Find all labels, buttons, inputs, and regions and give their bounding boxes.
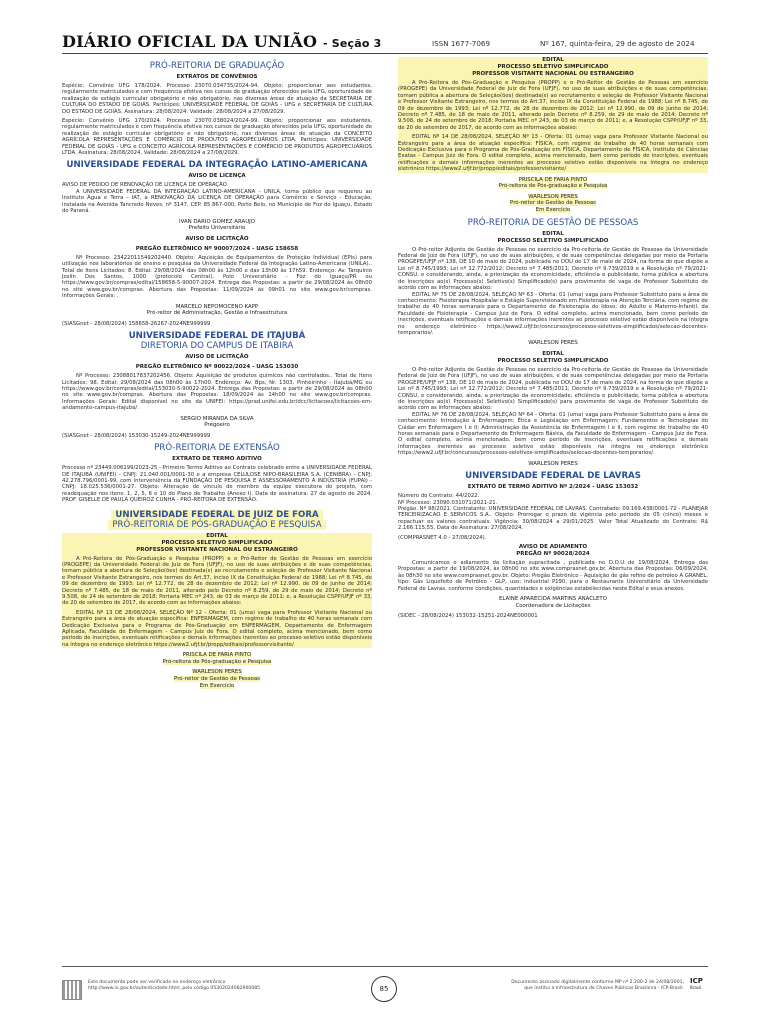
signer-role: Pró-reitora de Pós-graduação e Pesquisa [498, 183, 608, 190]
heading-unila: UNIVERSIDADE FEDERAL DA INTEGRAÇÃO LATINO-AMERICANA [66, 160, 368, 171]
signature-elaine [398, 596, 708, 609]
ufjf-edital-14-intro: A Pró-Reitora de Pós-Graduação e Pesquisa (PROPP) e o Pró-Reitor de Gestão de Pessoas em exercício (PROGEPE) da Universidade Federal de Juiz de Fora (UFJF), no uso de suas atribuições e de suas competências, tornam pública a abertura de Seleção(ões) destinada(s) ao recrutamento e seleção de Professor Visitante Nacional e Professor Visitante Estrangeiro, nos termos do Art.37, inciso IX da Constituição Federal de 1988; Lei nº 8.745, de 09 de dezembro de 1993; Lei nº 12.772, de 28 de dezembro de 2012; Lei nº 12.990, de 09 de junho de 2014; Decreto nº 7.485, de 18 de maio de 2011, alterado pelo Decreto nº 8.259, de 29 de maio de 2014; Decreto nº 9.508, de 24 de setembro de 2018; Portaria MEC nº 243, de 03 de março de 2011; e, a Resolução CSPP/UFJF nº 33, de 20 de setembro de 2017, de acordo com as informações abaixo: [398, 80, 708, 131]
signer-role: Pregoeiro [204, 422, 230, 429]
heading-professor-visitante: PROFESSOR VISITANTE NACIONAL OU ESTRANGEIRO [472, 71, 634, 77]
heading-aviso-licitacao-2: AVISO DE LICITAÇÃO [185, 354, 249, 361]
signature-warleson-4: WARLESON PERES [528, 460, 578, 467]
footer-rule [62, 966, 708, 967]
signature-marcelo [62, 304, 372, 317]
heading-pos-graduacao-pesquisa: PRÓ-REITORIA DE PÓS-GRADUAÇÃO E PESQUISA [62, 520, 372, 530]
signature-warleson-2 [398, 194, 708, 214]
signer-name: MARCELO NEPOMOCENO KAPP [175, 303, 259, 310]
heading-processo-seletivo: PROCESSO SELETIVO SIMPLIFICADO [497, 357, 609, 364]
signer-name: PRISCILA DE FARIA PINTO [518, 176, 588, 183]
heading-processo-seletivo: PROCESSO SELETIVO SIMPLIFICADO [497, 237, 609, 244]
gp-edital-75-text: EDITAL Nº 75 DE 28/08/2024, SELEÇÃO Nº 63 - Oferta: 01 (uma) vaga para Professor Substituto para a área de conhecimento: Fisioterapia Hospitalar e Estágio Supervisionado em Fisioterapia na Atenção Terciária, com regime de trabalho de 40 horas semanais para o Departamento de Fisioterapia do Idoso, do Adulto e Materno-Infantil, da Faculdade de Fisioterapia - Campus Juiz de Fora. O edital completo, acima mencionado, bem como período de inscrições, eventuais retificações e demais informações inerentes ao processo seletivo estão disponíveis na íntegra no endereço eletrônico https://www2.ufjf.br/concursos/processos-seletivos-simplificados/selecao-docentes-temporarios/. [398, 291, 708, 336]
signer-role: Pró-reitora de Pós-graduação e Pesquisa [162, 658, 272, 665]
pregao-90022-text: Nº Processo: 23088017837202456. Objeto: Aquisição de produtos químicos não controlados.. Total de Itens Licitados: 98. Edital: 29/08/2024 das 08h00 às 17h00. Endereço: Av. Bps, Nr. 1303, Pinheirinho - Itajubá/MG ou https://www.gov.br/compras/edital/153030-5-90022-2024. Entrega das Propostas: a partir de 29/08/2024 às 08h00 no site www.gov.br/compras. Abertura das Propostas: 18/09/2024 às 14h00 no site www.gov.br/compras. Informações Gerais: Edital disponível no site da UNIFEI: https://prad.unifei.edu.br/dcc/licitacoes/licitacoes-em-andamento-campus-itajuba/. [62, 373, 372, 412]
heading-professor-visitante: PROFESSOR VISITANTE NACIONAL OU ESTRANGEIRO [136, 546, 298, 553]
signature-priscila [62, 652, 372, 665]
convenio-170: Espécie: Convênio UFG 170/2024. Processo 23070.038024/2024-99. Objeto: proporcionar aos estudantes, regularmente matriculados e com frequência efetiva nos cursos de graduação oferecidos pela UFG, oportunidade de realização de estágio curricular obrigatório e não obrigatório, nas diversas áreas de atuação da CONCEITO AGRÍCOLA REPRESENTAÇÕES E COMÉRCIO DE PRODUTOS AGROPECUÁRIOS LTDA. Partícipes: UNIVERSIDADE FEDERAL DE GOIÁS - UFG e CONCEITO AGRÍCOLA REPRESENTAÇÕES E COMÉRCIO DE PRODUTOS AGROPECUÁRIOS LTDA. Assinatura: 28/08/2024. Validade: 28/08/2024 a 27/08/2029. [62, 118, 372, 157]
heading-ufjf: UNIVERSIDADE FEDERAL DE JUIZ DE FORA [62, 510, 372, 520]
convenio-178: Espécie: Convênio UFG 178/2024. Processo 23070.034735/2024-94. Objeto: proporcionar aos estudantes, regularmente matriculados e com frequência efetiva nos cursos de graduação oferecidos pela UFG, oportunidade de realização de estágio curricular obrigatório e não obrigatório, nas diversas áreas de atuação da SECRETARIA DE CULTURA DO ESTADO DE GOIÁS. Partícipes: UNIVERSIDADE FEDERAL DE GOIÁS - UFG e SECRETARIA DE CULTURA DO ESTADO DE GOIÁS. Assinatura: 28/08/2024. Validade: 28/08/2024 a 27/08/2029. [62, 83, 372, 115]
sidec-ref: (SIDEC - 28/08/2024) 153032-15251-2024NE000001 [398, 613, 538, 620]
signer-status: Em Exercício [199, 682, 235, 689]
siasg-158658: (SIASGnet - 28/08/2024) 158658-26267-2024NE999999 [62, 320, 211, 327]
siasg-153030: (SIASGnet - 28/08/2024) 153030-15249-2024NE999999 [62, 432, 211, 439]
pregao-90007-text: Nº Processo: 23422011549202440. Objeto: Aquisição de Equipamentos de Proteção Individual (EPIs) para utilização nos laboratórios de ensino e pesquisa da Universidade Federal da Integração Latino-Americana (UNILA).. Total de Itens Licitados: 8. Edital: 29/08/2024 das 08h00 às 12h00 e das 13h00 às 17h59. Endereço: Av. Tarquínio Joslin Dos Santos, 1000 (protocolo Central), Polo Universitário - Foz do Iguaçu/PR ou https://www.gov.br/compras/edital/158658-5-90007-2024. Entrega das Propostas: a partir de 29/08/2024 às 08h00 no site www.gov.br/compras. Abertura das Propostas: 11/09/2024 às 09h01 no site www.gov.br/compras. Informações Gerais: . [62, 254, 372, 300]
heading-aviso-licitacao-1: AVISO DE LICITAÇÃO [185, 235, 249, 242]
heading-gestao-pessoas: PRÓ-REITORIA DE GESTÃO DE PESSOAS [467, 217, 639, 228]
signer-role: Pró-reitor de Gestão de Pessoas [174, 676, 260, 683]
signer-name: ELAINE APARECIDA MARTINS ANACLETO [499, 596, 607, 603]
ufla-process-number: Nº Processo: 23090.031071/2021-21. [398, 499, 498, 506]
heading-aviso-licenca: AVISO DE LICENÇA [188, 173, 246, 180]
gp-edital-76-text: EDITAL Nº 76 DE 28/08/2024, SELEÇÃO Nº 64 - Oferta: 01 (uma) vaga para Professor Substituto para a área de conhecimento: Introdução à Enfermagem; Ética e Legislação em Enfermagem; Fundamentos e Tecnologias do Cuidar em Enfermagem I e II; Administração da Assistência de Enfermagem I e II, com regime de trabalho de 40 horas semanais para o Departamento de Enfermagem Básica, da Faculdade de Enfermagem - Campus Juiz de Fora. O edital completo, acima mencionado, bem como período de inscrições, eventuais retificações e demais informações inerentes ao processo seletivo estão disponíveis na íntegra no endereço eletrônico https://www2.ufjf.br/concursos/processos-seletivos-simplificados/selecao-docentes-temporarios/. [398, 411, 708, 457]
heading-edital: EDITAL [542, 57, 564, 63]
verification-line-1: Este documento pode ser verificado no endereço eletrônico [88, 980, 226, 985]
signature-sergio [62, 416, 372, 429]
masthead-title: DIÁRIO OFICIAL DA UNIÃO [62, 32, 318, 51]
signature-warleson [62, 669, 372, 689]
heading-termo-aditivo-2: EXTRATO DE TERMO ADITIVO Nº 2/2024 - UASG 153032 [467, 484, 639, 491]
issn: ISSN 1677-7069 [432, 39, 491, 48]
gp-edital-76-intro: O Pró-reitor Adjunto de Gestão de Pessoas no exercício da Pró-reitoria de Gestão de Pessoas da Universidade Federal de Juiz de Fora (UFJF), no uso de suas atribuições, e de suas competências delegadas por meio da Portaria PROGEPE/UFJF nº 138, DE 10 de maio de 2024, publicada no DOU de 17 de maio de 2024, na forma do que dispõe a Lei nº 8.745/1993; Lei nº 12.772/2012; Decreto nº 7.485/2011; Decreto nº 9.739/2019 e a Resolução nº 79/2021-CONSU, e considerando, ainda, a priorização da economicidade, eficiência e publicidade, torna pública a abertura de inscrições ao(s) Processo(s) Seletivo(s) Simplificado(s) para provimento de vaga de Professor Substituto de acordo com as informações abaixo: [398, 366, 708, 412]
masthead [62, 32, 382, 51]
ufjf-edital-13-block [62, 533, 372, 649]
heading-edital: EDITAL [206, 532, 228, 539]
edition-info: Nº 167, quinta-feira, 29 de agosto de 2024 [540, 39, 695, 48]
signer-name: PRISCILA DE FARIA PINTO [182, 652, 252, 659]
ufla-contract-number: Número do Contrato: 44/2022. [398, 493, 480, 500]
signer-name: WARLESON PERES [528, 193, 578, 200]
heading-extrato-termo-aditivo: EXTRATO DE TERMO ADITIVO [172, 456, 262, 463]
heading-ufla: UNIVERSIDADE FEDERAL DE LAVRAS [465, 471, 641, 482]
heading-processo-seletivo: PROCESSO SELETIVO SIMPLIFICADO [161, 539, 273, 546]
heading-edital: EDITAL [542, 350, 564, 357]
column-right [398, 57, 708, 961]
signature-warleson-3: WARLESON PERES [528, 340, 578, 347]
signer-role: Prefeito Universitário [188, 225, 246, 232]
ufjf-edital-13-text: EDITAL Nº 13 DE 28/08/2024, SELEÇÃO Nº 12 - Oferta: 01 (uma) vaga para Professor Visitante Nacional ou Estrangeiro para a área de atuação específica: ENFERMAGEM, com regime de trabalho de 40 horas semanais com Dedicação Exclusiva para o Programa de Pós-Graduação em ENFERMAGEM, Departamento de Enfermagem Aplicada, Faculdade de Enfermagem - Campus Juiz de Fora. O edital completo, acima mencionado, bem como período de inscrições, eventuais retificações e demais informações inerentes ao processo seletivo estão disponíveis na íntegra no endereço eletrônico https://www2.ufjf.br/propp/editais/professorvisitante/ [62, 609, 372, 648]
icp-brasil-logo-icon: ICP Brasil [690, 977, 703, 990]
heading-campus-itabira: DIRETORIA DO CAMPUS DE ITABIRA [140, 341, 294, 352]
heading-aviso-adiamento: AVISO DE ADIAMENTO [518, 544, 588, 551]
heading-pro-reitoria-graduacao: PRÓ-REITORIA DE GRADUAÇÃO [149, 61, 285, 71]
signer-name: SERGIO MIRANDA DA SILVA [180, 415, 254, 422]
extensao-text: Processo nº 23449.006199/2023-25 - Primeiro Termo Aditivo ao Contrato celebrado entre a UNIVERSIDADE FEDERAL DE ITAJUBÁ (UNIFEI) - CNPJ: 21.040.001/0001-30 e a empresa CELULOSE NIPO-BRASILEIRA S.A. (CENIBRA) - CNPJ: 42.278.796/0001-99, com interveniência da FUNDAÇÃO DE PESQUISA E ASSESSORAMENTO À INDÚSTRIA (FUPAI) - CNPJ: 18.025.536/0001-27. Objeto: Alteração de vínculo de membro da equipe executora do projeto, com readequação nos itens: 1, 2, 5, 6 e 10 do Plano de Trabalho (Anexo I). Data de assinatura: 27 de agosto de 2024. PROF. GISELLE DE PAULA QUEIROZ CUNHA - PRÓ-REITORA DE EXTENSÃO. [62, 465, 372, 504]
heading-pregao-90028: PREGÃO Nº 90028/2024 [516, 551, 590, 558]
signer-role: Pró-reitor de Gestão de Pessoas [510, 200, 596, 207]
gp-edital-75-intro: O Pró-reitor Adjunto de Gestão de Pessoas no exercício da Pró-reitoria de Gestão de Pessoas da Universidade Federal de Juiz de Fora (UFJF), no uso de suas atribuições, e de suas competências delegadas por meio da Portaria PROGEPE/UFJF nº 138, DE 10 de maio de 2024, publicada no DOU de 17 de maio de 2024, na forma do que dispõe a Lei nº 8.745/1993; Lei nº 12.772/2012; Decreto nº 7.485/2011; Decreto nº 9.739/2019 e a Resolução nº 79/2021-CONSU, e considerando, ainda, a priorização da economicidade, eficiência e publicidade, torna pública a abertura de inscrições ao(s) Processo(s) Seletivo(s) Simplificado(s) para provimento de vaga de Professor Substituto de acordo com as informações abaixo: [398, 246, 708, 292]
signature-notice-line-2: que institui a Infraestrutura de Chaves Públicas Brasileira - ICP-Brasil. [524, 986, 684, 991]
page-number: 85 [371, 976, 397, 1002]
signer-name: WARLESON PERES [192, 669, 242, 676]
heading-extratos-convenios: EXTRATOS DE CONVÊNIOS [176, 74, 258, 80]
page-header [62, 32, 708, 52]
ufjf-edital-14-text: EDITAL Nº 14 DE 28/08/2024, SELEÇÃO Nº 13 - Oferta: 01 (uma) vaga para Professor Visitante Nacional ou Estrangeiro para a área de atuação específica: FÍSICA, com regime de trabalho de 40 horas semanais com Dedicação Exclusiva para o Programa de Pós-Graduação em FÍSICA, Departamento de FÍSICA, Instituto de Ciências Exatas - Campus Juiz de Fora. O edital completo, acima mencionado, bem como período de inscrições, eventuais retificações e demais informações inerentes ao processo seletivo estão disponíveis na íntegra no endereço eletrônico https://www2.ufjf.br/propp/editais/professorvisitante/ [398, 134, 708, 173]
heading-pro-reitoria-extensao: PRÓ-REITORIA DE EXTENSÃO [154, 443, 280, 454]
signer-role: Pró-reitor de Administração, Gestão e Infraestrutura [146, 310, 288, 317]
signer-name: IVAN DARIO GOMEZ ARAUJO [179, 218, 255, 225]
verification-line-2: http://www.in.gov.br/autenticidade.html, pelo código 05302024082900085 [88, 986, 261, 991]
adiamento-text: Comunicamos o adiamento da licitação supracitada , publicada no D.O.U de 19/08/2024, Entrega das Propostas: a partir de 19/08/2024, às 08h00 no site www.comprasnet.gov.br. Abertura das Propostas: 06/09/2024, às 08h30 no site www.comprasnet.gov.br. Objeto: Pregão Eletrônico - Aquisição de gás refino de petróleo A GRANEL, tipo: Gás Liquefeito de Petróleo - GLP, uso: industrial P190, para o Restaurante Universitário da Universidade Federal de Lavras, conforme condições, quantidades e exigências estabelecidas neste Edital e seus anexos. [398, 560, 708, 592]
signer-status: Em Exercício [535, 207, 571, 214]
heading-edital: EDITAL [542, 230, 564, 237]
masthead-section: - Seção 3 [322, 37, 382, 50]
header-rule [62, 53, 708, 54]
aviso-pedido-renovacao: AVISO DE PEDIDO DE RENOVAÇÃO DE LICENÇA DE OPERAÇÃO [62, 182, 227, 189]
comprasnet-ref: (COMPRASNET 4.0 - 27/08/2024). [398, 534, 487, 541]
signer-role: Coordenadora de Licitações [515, 602, 591, 609]
heading-processo-seletivo: PROCESSO SELETIVO SIMPLIFICADO [497, 64, 609, 70]
footer-signature-notice [494, 980, 684, 992]
ufla-pregao-text: Pregão. Nº 98/2021. Contratante: UNIVERSIDADE FEDERAL DE LAVRAS. Contratado: 09.169.438/0001-72 - PLANEJAR TERCEIRIZACAO E SERVICOS S.A.. Objeto: Prorrogar o prazo de vigência pelo período de 05 (cinco) meses e repactuar os valores contratuais. Vigência: 30/08/2024 a 29/01/2025. Valor Total Atualizado do Contrato: R$ 2.166.115,55. Data de Assinatura: 27/08/2024. [398, 506, 708, 532]
ufjf-edital-14-block [398, 57, 708, 173]
heading-unifei: UNIVERSIDADE FEDERAL DE ITAJUBÁ [128, 331, 306, 342]
heading-pregao-90022: PREGÃO ELETRÔNICO Nº 90022/2024 - UASG 153030 [135, 364, 299, 371]
page-footer [62, 966, 708, 1006]
footer-verification [88, 980, 348, 992]
heading-pregao-90007: PREGÃO ELETRÔNICO Nº 90007/2024 - UASG 158658 [135, 245, 299, 252]
signature-priscila-2 [398, 177, 708, 190]
qr-code-icon [62, 980, 82, 1000]
signature-notice-line-1: Documento assinado digitalmente conforme MP nº 2.200-2 de 24/08/2001, [511, 980, 684, 985]
ufjf-edital-13-intro: A Pró-Reitora de Pós-Graduação e Pesquisa (PROPP) e o Pró-Reitor de Gestão de Pessoas em exercício (PROGEPE) da Universidade Federal de Juiz de Fora (UFJF), no uso de suas atribuições e de suas competências, tornam pública a abertura de Seleção(ões) destinada(s) ao recrutamento e seleção de Professor Visitante Nacional e Professor Visitante Estrangeiro, nos termos do Art.37, inciso IX da Constituição Federal de 1988; Lei nº 8.745, de 09 de dezembro de 1993; Lei nº 12.772, de 28 de dezembro de 2012; Lei nº 12.990, de 09 de junho de 2014; Decreto nº 7.485, de 18 de maio de 2011, alterado pelo Decreto nº 8.259, de 29 de maio de 2014; Decreto nº 9.508, de 24 de setembro de 2018; Portaria MEC nº 243, de 03 de março de 2011; e, a Resolução CSPP/UFJF nº 33, de 20 de setembro de 2017, de acordo com as informações abaixo: [62, 555, 372, 607]
unila-text: A UNIVERSIDADE FEDERAL DA INTEGRAÇÃO LATINO-AMERICANA - UNILA, torna público que requereu ao Instituto Água e Terra - IAT, a RENOVAÇÃO DA LICENÇA DE OPERAÇÃO para Comércio e Serviço - Educação, instalada na Avenida Tancredo Neves, nº 3147, CEP. 85.867-000, Porto Belo, no Município de Foz do Iguaçu, Estado do Paraná. [62, 188, 372, 215]
signature-ivan [62, 219, 372, 232]
column-left [62, 57, 372, 961]
